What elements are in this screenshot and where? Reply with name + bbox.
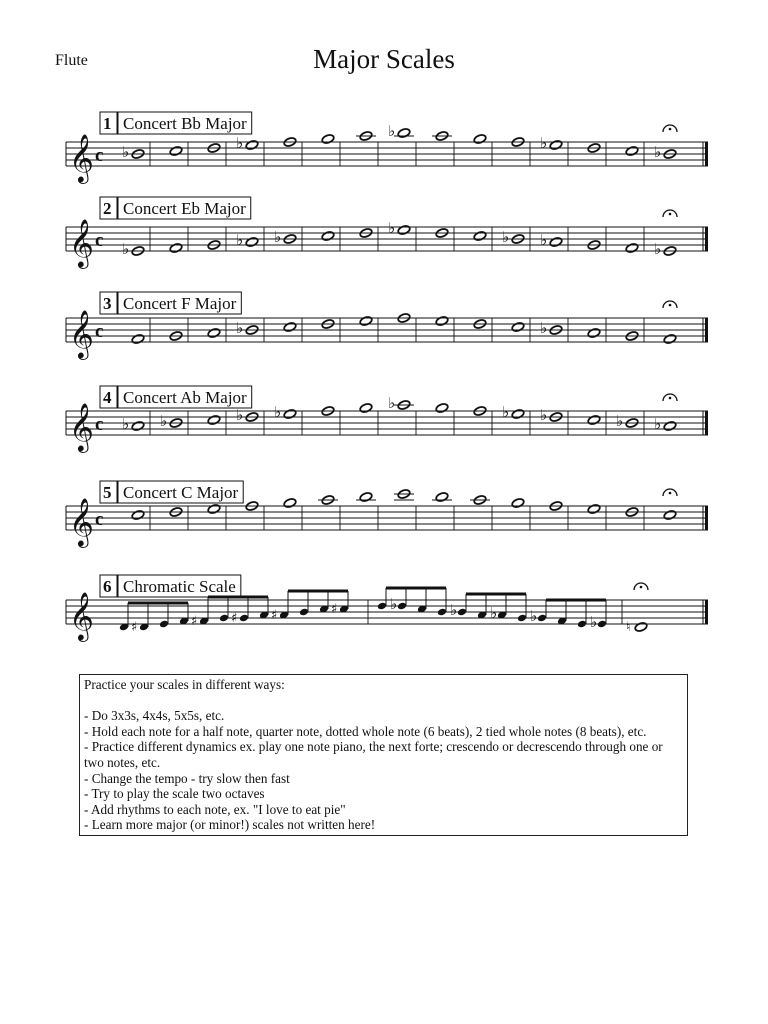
- whole-note: [283, 409, 297, 420]
- flat-icon: ♭: [122, 415, 130, 433]
- whole-note: [587, 504, 601, 515]
- note-head: [511, 409, 525, 420]
- whole-note: [245, 237, 259, 248]
- flat-icon: ♭: [388, 394, 396, 412]
- whole-note: [663, 510, 677, 521]
- common-time-signature: c: [95, 321, 104, 342]
- common-time-signature: c: [95, 230, 104, 251]
- practice-tips-box: [79, 674, 688, 836]
- note-head: [245, 140, 259, 151]
- whole-note: [131, 510, 145, 521]
- scale-name: Concert F Major: [123, 294, 237, 313]
- fermata-dot: [640, 586, 643, 589]
- sharp-icon: ♯: [191, 614, 198, 629]
- scale-number: 2: [103, 199, 112, 218]
- flat-icon: ♭: [390, 595, 398, 613]
- whole-note: [397, 225, 411, 236]
- treble-clef: 𝄞: [69, 402, 94, 451]
- note-head: [473, 231, 487, 242]
- practice-tip: - Try to play the scale two octaves: [84, 786, 265, 802]
- scale-number: 6: [103, 577, 112, 596]
- note-head: [625, 146, 639, 157]
- practice-tip: - Learn more major (or minor!) scales not written here!: [84, 817, 376, 833]
- whole-note: [207, 504, 221, 515]
- note-head: [511, 322, 525, 333]
- note-head: [321, 134, 335, 145]
- note-head: [587, 504, 601, 515]
- note-head: [169, 243, 183, 254]
- flat-icon: ♭: [236, 406, 244, 424]
- flat-icon: ♭: [540, 406, 548, 424]
- note-head: [397, 128, 411, 139]
- note-head: [587, 328, 601, 339]
- note-head: [245, 237, 259, 248]
- whole-note: [207, 328, 221, 339]
- fermata-dot: [669, 213, 672, 216]
- note-head: [359, 316, 373, 327]
- scale-number: 4: [103, 388, 112, 407]
- scale-number: 1: [103, 114, 112, 133]
- scale-name: Concert Eb Major: [123, 199, 246, 218]
- treble-clef: 𝄞: [69, 591, 94, 640]
- flat-icon: ♭: [160, 412, 168, 430]
- flat-icon: ♭: [540, 231, 548, 249]
- whole-note: [131, 421, 145, 432]
- flat-icon: ♭: [450, 601, 458, 619]
- whole-note: [663, 421, 677, 432]
- flat-icon: ♭: [122, 143, 130, 161]
- note-head: [663, 510, 677, 521]
- flat-icon: ♭: [654, 240, 662, 258]
- whole-note: [511, 322, 525, 333]
- note-head: [435, 403, 449, 414]
- scale-name: Chromatic Scale: [123, 577, 236, 596]
- practice-tip: - Do 3x3s, 4x4s, 5x5s, etc.: [84, 708, 225, 724]
- note-head: [663, 421, 677, 432]
- scale-number: 3: [103, 294, 112, 313]
- whole-note: [169, 146, 183, 157]
- scale-name: Concert Ab Major: [123, 388, 247, 407]
- note-head: [549, 237, 563, 248]
- practice-tip: - Practice different dynamics ex. play one note piano, the next forte; crescendo or decrescendo through one or two notes, etc.: [84, 739, 663, 770]
- note-head: [207, 504, 221, 515]
- whole-note: [321, 134, 335, 145]
- whole-note: [634, 622, 648, 633]
- note-head: [435, 316, 449, 327]
- whole-note: [397, 128, 411, 139]
- flat-icon: ♭: [540, 134, 548, 152]
- practice-tip: - Change the tempo - try slow then fast: [84, 770, 290, 786]
- note-head: [625, 243, 639, 254]
- whole-note: [663, 334, 677, 345]
- note-head: [359, 403, 373, 414]
- note-head: [169, 146, 183, 157]
- common-time-signature: c: [95, 414, 104, 435]
- treble-clef: 𝄞: [69, 218, 94, 267]
- fermata-dot: [669, 304, 672, 307]
- whole-note: [587, 328, 601, 339]
- fermata-dot: [669, 128, 672, 131]
- flat-icon: ♭: [654, 143, 662, 161]
- treble-clef: 𝄞: [69, 309, 94, 358]
- flat-icon: ♭: [236, 319, 244, 337]
- whole-note: [473, 134, 487, 145]
- whole-note: [549, 140, 563, 151]
- note-head: [131, 421, 145, 432]
- fermata-dot: [669, 492, 672, 495]
- sharp-icon: ♯: [231, 611, 238, 626]
- page-title: Major Scales: [313, 44, 455, 74]
- flat-icon: ♭: [502, 228, 510, 246]
- treble-clef: 𝄞: [69, 133, 94, 182]
- whole-note: [625, 146, 639, 157]
- flat-icon: ♭: [274, 403, 282, 421]
- flat-icon: ♭: [654, 415, 662, 433]
- whole-note: [625, 243, 639, 254]
- whole-note: [245, 140, 259, 151]
- fermata-dot: [669, 397, 672, 400]
- note-head: [473, 134, 487, 145]
- scale-name: Concert C Major: [123, 483, 239, 502]
- flat-icon: ♭: [530, 607, 538, 625]
- whole-note: [207, 415, 221, 426]
- note-head: [634, 622, 648, 633]
- whole-note: [549, 237, 563, 248]
- whole-note: [283, 498, 297, 509]
- note-head: [283, 498, 297, 509]
- whole-note: [435, 492, 449, 503]
- note-head: [549, 140, 563, 151]
- note-head: [587, 415, 601, 426]
- whole-note: [435, 403, 449, 414]
- note-head: [131, 510, 145, 521]
- flat-icon: ♭: [274, 228, 282, 246]
- natural-icon: ♮: [626, 620, 631, 635]
- sharp-icon: ♯: [331, 602, 338, 617]
- instrument-label: Flute: [55, 52, 88, 69]
- whole-note: [473, 231, 487, 242]
- flat-icon: ♭: [490, 604, 498, 622]
- whole-note: [511, 409, 525, 420]
- flat-icon: ♭: [122, 240, 130, 258]
- note-head: [663, 334, 677, 345]
- flat-icon: ♭: [236, 231, 244, 249]
- flat-icon: ♭: [388, 219, 396, 237]
- note-head: [283, 322, 297, 333]
- common-time-signature: c: [95, 145, 104, 166]
- sharp-icon: ♯: [131, 620, 138, 635]
- scale-number: 5: [103, 483, 112, 502]
- practice-tip: - Hold each note for a half note, quarter note, dotted whole note (6 beats), 2 tied whole notes (8 beats), etc.: [84, 723, 647, 739]
- practice-tip: - Add rhythms to each note, ex. "I love to eat pie": [84, 801, 346, 817]
- whole-note: [283, 322, 297, 333]
- note-head: [397, 225, 411, 236]
- scale-name: Concert Bb Major: [123, 114, 247, 133]
- whole-note: [435, 316, 449, 327]
- note-head: [511, 498, 525, 509]
- note-head: [435, 492, 449, 503]
- note-head: [131, 334, 145, 345]
- flat-icon: ♭: [388, 122, 396, 140]
- whole-note: [359, 316, 373, 327]
- note-head: [207, 328, 221, 339]
- flat-icon: ♭: [540, 319, 548, 337]
- practice-intro: Practice your scales in different ways:: [84, 677, 285, 692]
- whole-note: [359, 492, 373, 503]
- flat-icon: ♭: [236, 134, 244, 152]
- sharp-icon: ♯: [271, 608, 278, 623]
- whole-note: [587, 415, 601, 426]
- whole-note: [359, 403, 373, 414]
- flat-icon: ♭: [590, 613, 598, 631]
- whole-note: [321, 231, 335, 242]
- whole-note: [169, 243, 183, 254]
- note-head: [359, 492, 373, 503]
- whole-note: [131, 334, 145, 345]
- note-head: [207, 415, 221, 426]
- common-time-signature: c: [95, 509, 104, 530]
- flat-icon: ♭: [616, 412, 624, 430]
- flat-icon: ♭: [502, 403, 510, 421]
- note-head: [321, 231, 335, 242]
- treble-clef: 𝄞: [69, 497, 94, 546]
- note-head: [283, 409, 297, 420]
- whole-note: [511, 498, 525, 509]
